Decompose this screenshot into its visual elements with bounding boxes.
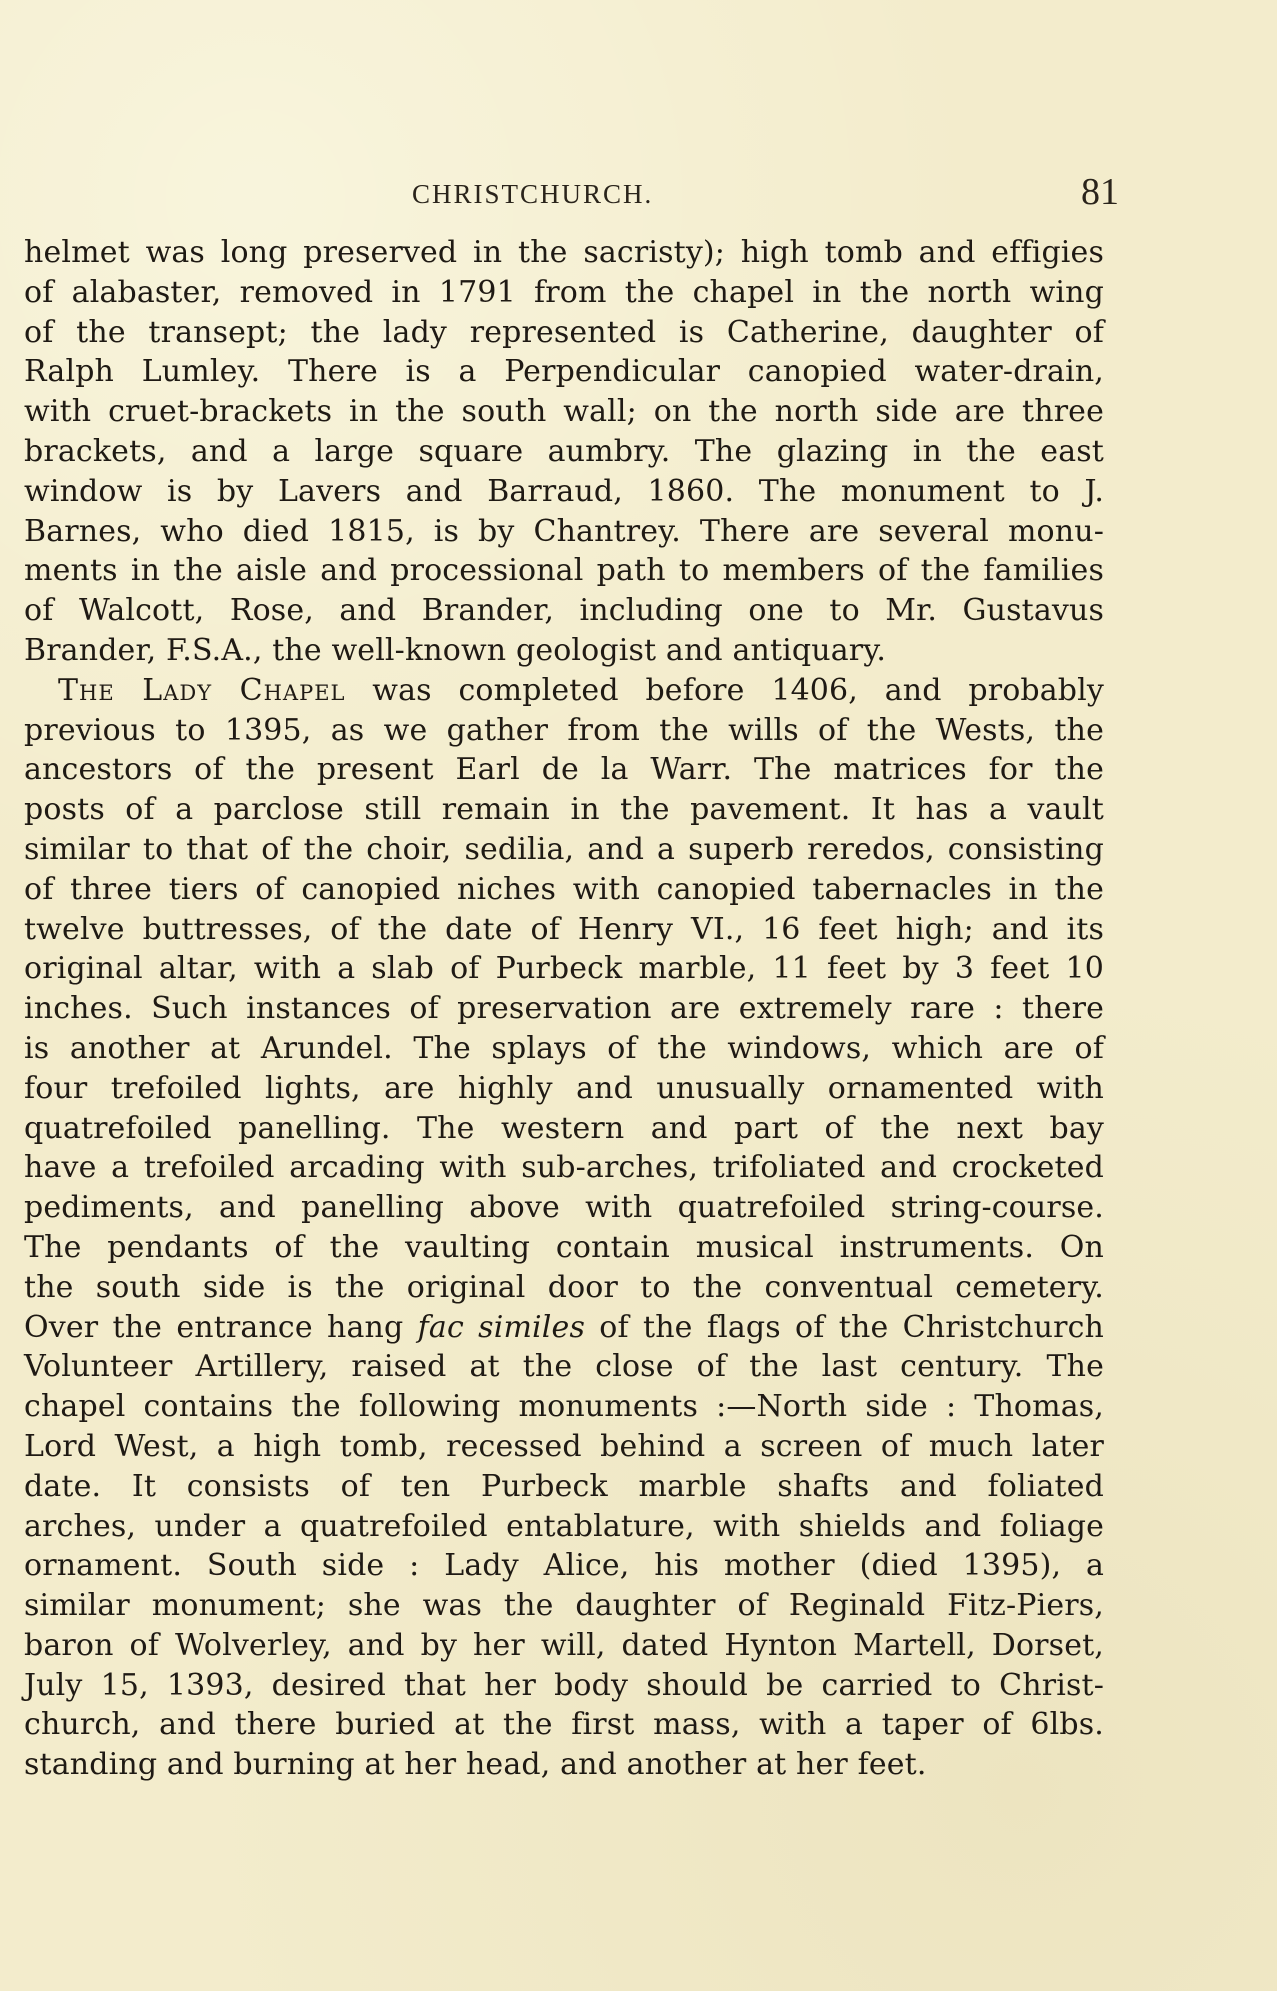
body-line: with cruet-brackets in the south wall; on the north side are three bbox=[24, 394, 1104, 430]
body-line: ments in the aisle and processional path to members of the families bbox=[24, 553, 1104, 589]
body-line: previous to 1395, as we gather from the wills of the Wests, the bbox=[24, 712, 1104, 748]
body-line: ornament. South side : Lady Alice, his mother (died 1395), a bbox=[24, 1548, 1104, 1584]
body-line: ancestors of the present Earl de la Warr. The matrices for the bbox=[24, 752, 1104, 788]
body-line: original altar, with a slab of Purbeck marble, 11 feet by 3 feet 10 bbox=[24, 951, 1104, 987]
section-title-rest: was completed before 1406, and probably bbox=[345, 672, 1104, 708]
body-line: arches, under a quatrefoiled entablature, with shields and foliage bbox=[24, 1508, 1104, 1544]
running-title: CHRISTCHURCH. bbox=[412, 179, 654, 209]
body-line: Volunteer Artillery, raised at the close of the last century. The bbox=[24, 1349, 1104, 1385]
italic-line-after: of the flags of the Christchurch bbox=[585, 1309, 1104, 1345]
body-line: quatrefoiled panelling. The western and part of the next bay bbox=[24, 1110, 1104, 1146]
italic-phrase: fac similes bbox=[417, 1309, 585, 1345]
body-line: standing and burning at her head, and another at her feet. bbox=[24, 1747, 927, 1783]
section-title-smallcaps: The Lady Chapel bbox=[58, 672, 346, 708]
body-line: Brander, F.S.A., the well-known geologist and antiquary. bbox=[24, 632, 887, 668]
body-text bbox=[24, 233, 1104, 1785]
body-line: helmet was long preserved in the sacristy); high tomb and effigies bbox=[24, 235, 1104, 270]
body-line: Barnes, who died 1815, is by Chantrey. There are several monu- bbox=[24, 513, 1104, 549]
body-line: The pendants of the vaulting contain musical instruments. On bbox=[24, 1229, 1104, 1265]
body-line: church, and there buried at the first mass, with a taper of 6lbs. bbox=[24, 1707, 1104, 1743]
body-line: of the transept; the lady represented is Catherine, daughter of bbox=[24, 314, 1104, 350]
body-line: the south side is the original door to the conventual cemetery. bbox=[24, 1269, 1104, 1305]
body-line: inches. Such instances of preservation are extremely rare : there bbox=[24, 991, 1104, 1027]
body-line: similar monument; she was the daughter of Reginald Fitz-Piers, bbox=[24, 1588, 1104, 1624]
body-line: of alabaster, removed in 1791 from the chapel in the north wing bbox=[24, 274, 1104, 310]
body-line: window is by Lavers and Barraud, 1860. The monument to J. bbox=[24, 473, 1104, 509]
italic-line-before: Over the entrance hang bbox=[24, 1309, 418, 1345]
body-line: date. It consists of ten Purbeck marble shafts and foliated bbox=[24, 1468, 1104, 1504]
body-line: of Walcott, Rose, and Brander, including one to Mr. Gustavus bbox=[24, 593, 1104, 629]
body-line: similar to that of the choir, sedilia, and a superb reredos, consisting bbox=[24, 831, 1104, 867]
page-header bbox=[0, 171, 1277, 217]
body-line: July 15, 1393, desired that her body should be carried to Christ- bbox=[24, 1667, 1104, 1703]
paragraph-start-line bbox=[24, 671, 1104, 711]
body-line: of three tiers of canopied niches with canopied tabernacles in the bbox=[24, 871, 1104, 907]
body-line: brackets, and a large square aumbry. The glazing in the east bbox=[24, 433, 1104, 469]
body-line: Lord West, a high tomb, recessed behind a screen of much later bbox=[24, 1428, 1104, 1464]
body-line: chapel contains the following monuments :—North side : Thomas, bbox=[24, 1389, 1104, 1425]
body-line: Ralph Lumley. There is a Perpendicular canopied water-drain, bbox=[24, 354, 1104, 390]
page-number: 81 bbox=[1081, 171, 1119, 213]
body-line: have a trefoiled arcading with sub-arches, trifoliated and crocketed bbox=[24, 1150, 1104, 1186]
body-line: is another at Arundel. The splays of the windows, which are of bbox=[24, 1030, 1104, 1066]
body-line: baron of Wolverley, and by her will, dated Hynton Martell, Dorset, bbox=[24, 1627, 1104, 1663]
body-line: pediments, and panelling above with quatrefoiled string-course. bbox=[24, 1190, 1104, 1226]
body-line: posts of a parclose still remain in the pavement. It has a vault bbox=[24, 792, 1104, 828]
body-line: twelve buttresses, of the date of Henry VI., 16 feet high; and its bbox=[24, 911, 1104, 947]
body-line-with-italic bbox=[24, 1308, 1104, 1348]
body-line: four trefoiled lights, are highly and unusually ornamented with bbox=[24, 1070, 1104, 1106]
